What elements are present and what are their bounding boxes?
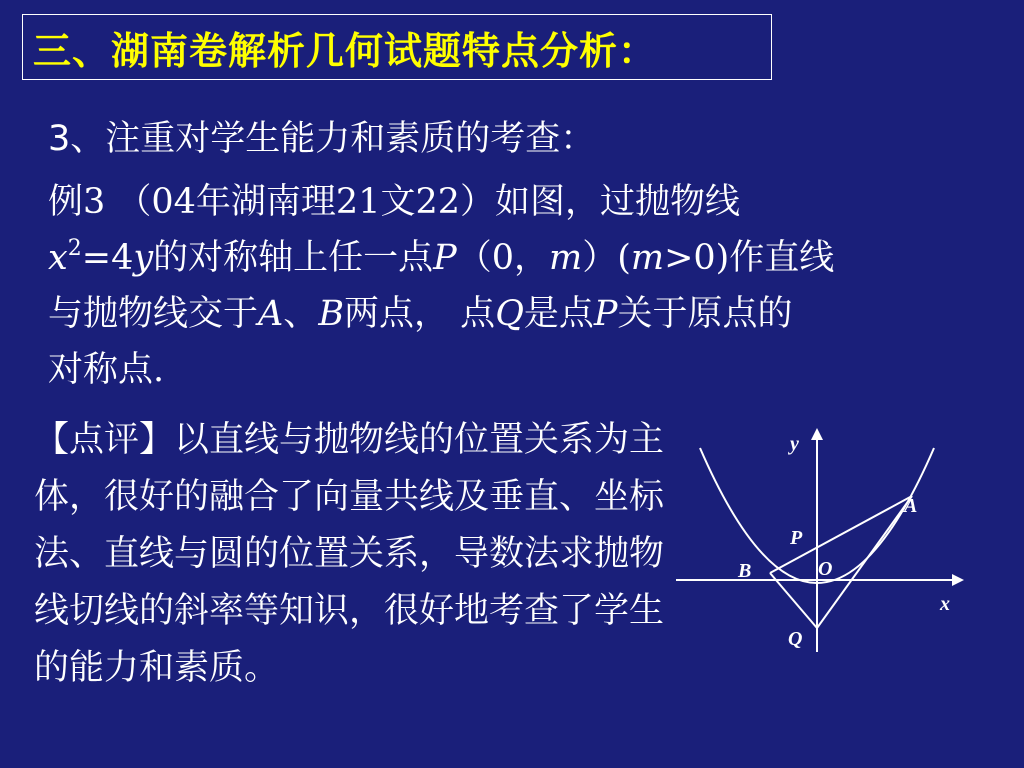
text-segment: 关于原点的 — [617, 294, 793, 334]
label-q: Q — [788, 628, 803, 650]
example-intro: 例3 （04年湖南理21文22）如图，过抛物线 — [48, 182, 741, 222]
equation-mid: =4 — [81, 238, 134, 278]
point-a: A — [258, 294, 284, 334]
parabola-figure — [672, 420, 972, 670]
point-p: P — [593, 294, 618, 334]
title-box — [22, 14, 772, 80]
point-p: P — [433, 238, 457, 278]
label-p: P — [790, 527, 803, 549]
example-text — [48, 174, 998, 398]
var-m: m — [630, 238, 665, 278]
point-q: Q — [495, 294, 524, 334]
text-segment: ）( — [582, 238, 631, 278]
example-line-4: 对称点. — [48, 350, 165, 390]
text-segment: （0， — [456, 238, 549, 278]
example-line-2 — [48, 230, 998, 286]
point-b: B — [318, 294, 345, 334]
x-axis-arrow — [952, 574, 964, 586]
y-axis-arrow — [811, 428, 823, 440]
text-segment: 两点， 点 — [344, 294, 496, 334]
label-o: O — [818, 558, 833, 580]
label-a: A — [904, 495, 918, 517]
var-m: m — [549, 238, 583, 278]
example-line-1 — [48, 174, 998, 230]
equation-x: x — [48, 238, 68, 278]
text-segment: 是点 — [523, 294, 594, 334]
line-qb — [770, 573, 817, 628]
example-line-3 — [48, 286, 998, 342]
page-title: 三、湖南卷解析几何试题特点分析： — [33, 28, 658, 73]
text-segment: 的对称轴上任一点 — [153, 238, 434, 278]
text-segment: >0)作直线 — [664, 238, 835, 278]
label-y: y — [790, 433, 799, 455]
text-segment: 、 — [283, 294, 319, 334]
label-x: x — [940, 593, 950, 615]
point-heading: 3、注重对学生能力和素质的考查： — [48, 119, 596, 159]
comment-text: 【点评】以直线与抛物线的位置关系为主体，很好的融合了向量共线及垂直、坐标法、直线与圆的位置关系，导数法求抛物线切线的斜率等知识，很好地考查了学生的能力和素质。 — [34, 420, 665, 688]
parabola-diagram — [672, 420, 972, 670]
text-segment: 与抛物线交于 — [48, 294, 259, 334]
equation-y: y — [133, 238, 154, 278]
label-b: B — [738, 560, 752, 582]
equation-exponent: 2 — [67, 236, 82, 261]
